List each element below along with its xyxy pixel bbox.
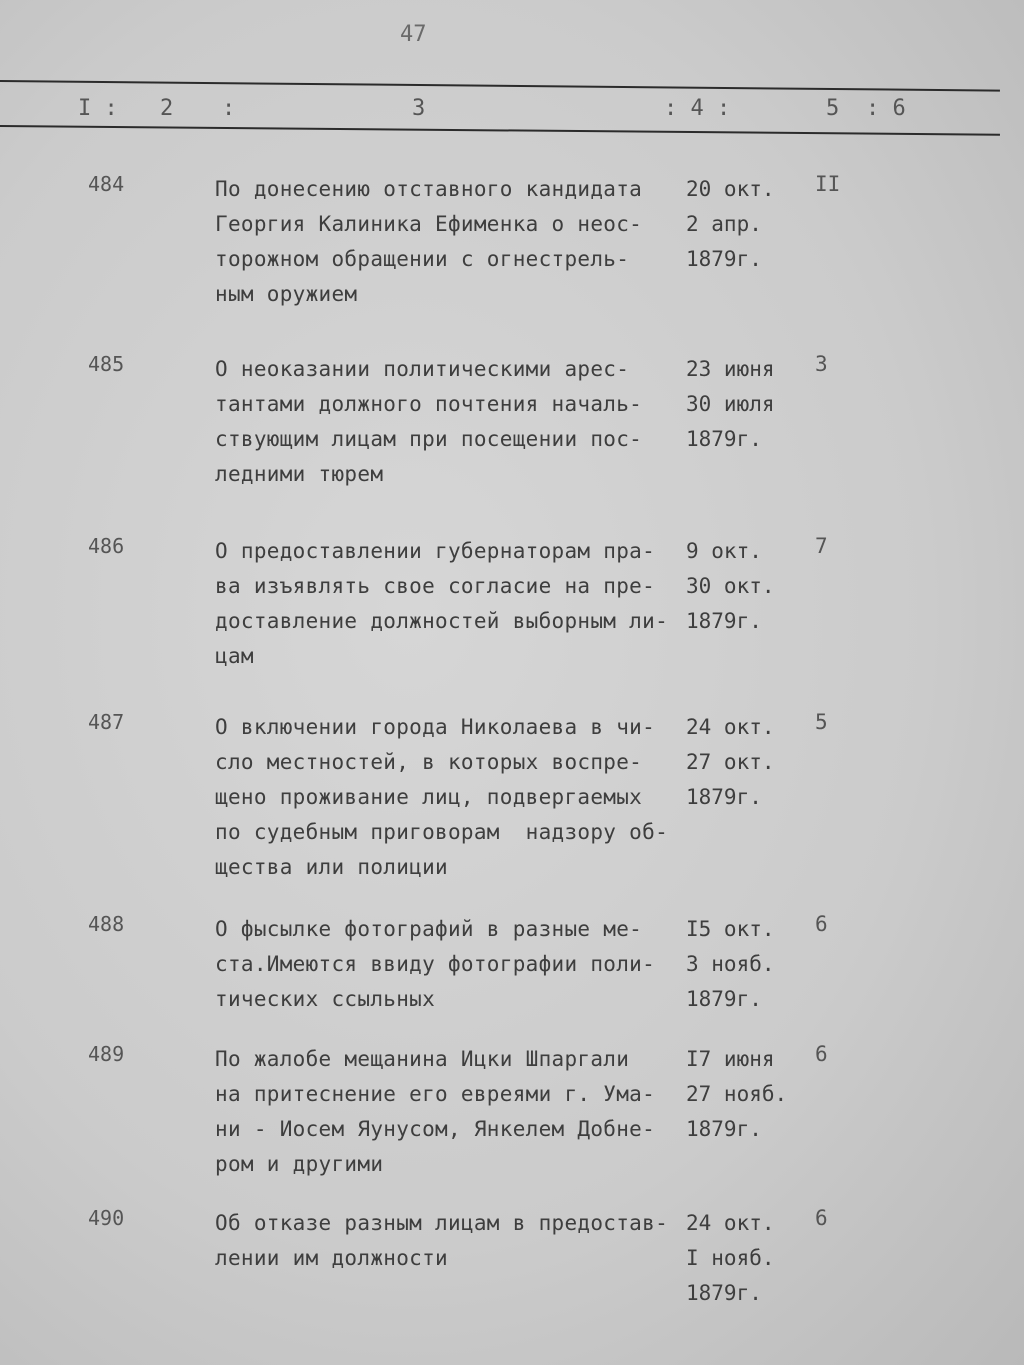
- entry-number: 489: [88, 1042, 125, 1066]
- entry-description: По жалобе мещанина Ицки Шпаргали на притеснение его евреями г. Ума- ни - Иосем Яунусом, Янкелем Добне- ром и другими: [215, 1047, 656, 1176]
- header-col1: I :: [78, 96, 118, 121]
- header-separator: :: [222, 96, 236, 121]
- entry-number: 487: [88, 710, 125, 734]
- header-top-rule: [0, 80, 1000, 92]
- entry-description: Об отказе разным лицам в предостав- лении им должности: [215, 1211, 669, 1270]
- entry-sheets: II: [815, 172, 841, 196]
- entry-description: По донесению отставного кандидата Георгия Калиника Ефименка о неос- торожном обращении с огнестрель- ным оружием: [215, 177, 643, 306]
- entry-description: О фысылке фотографий в разные ме- ста.Имеются ввиду фотографии поли- тических ссыльных: [215, 917, 656, 1011]
- header-col4: : 4 :: [664, 96, 731, 121]
- entry-description: О включении города Николаева в чи- сло местностей, в которых воспре- щено проживание лиц, подвергаемых по судебным приговорам надзору об- щества или полиции: [215, 715, 669, 879]
- entry-sheets: 7: [815, 534, 828, 558]
- entry-dates: 9 окт. 30 окт. 1879г.: [686, 539, 775, 633]
- header-col5: 5: [826, 96, 840, 121]
- entry-dates: 23 июня 30 июля 1879г.: [686, 357, 775, 451]
- entry-number: 485: [88, 352, 125, 376]
- entry-dates: I7 июня 27 нояб. 1879г.: [686, 1047, 788, 1141]
- header-col2: 2: [160, 96, 174, 121]
- entry-description: О предоставлении губернаторам пра- ва изъявлять свое согласие на пре- доставление должностей выборным ли- цам: [215, 539, 669, 668]
- entry-number: 490: [88, 1206, 125, 1230]
- entry-number: 484: [88, 172, 125, 196]
- entry-sheets: 6: [815, 1206, 828, 1230]
- entry-number: 486: [88, 534, 125, 558]
- entry-description: О неоказании политическими арес- тантами должного почтения началь- ствующим лицам при посещении пос- ледними тюрем: [215, 357, 643, 486]
- entry-sheets: 3: [815, 352, 828, 376]
- entry-sheets: 6: [815, 1042, 828, 1066]
- entry-dates: I5 окт. 3 нояб. 1879г.: [686, 917, 775, 1011]
- page-number: 47: [400, 22, 427, 47]
- header-col3: 3: [412, 96, 426, 121]
- entry-sheets: 6: [815, 912, 828, 936]
- header-bottom-rule: [0, 125, 1000, 136]
- entry-dates: 24 окт. I нояб. 1879г.: [686, 1211, 775, 1305]
- entry-sheets: 5: [815, 710, 828, 734]
- header-col6: : 6: [866, 96, 906, 121]
- entry-number: 488: [88, 912, 125, 936]
- entry-dates: 20 окт. 2 апр. 1879г.: [686, 177, 775, 271]
- entry-dates: 24 окт. 27 окт. 1879г.: [686, 715, 775, 809]
